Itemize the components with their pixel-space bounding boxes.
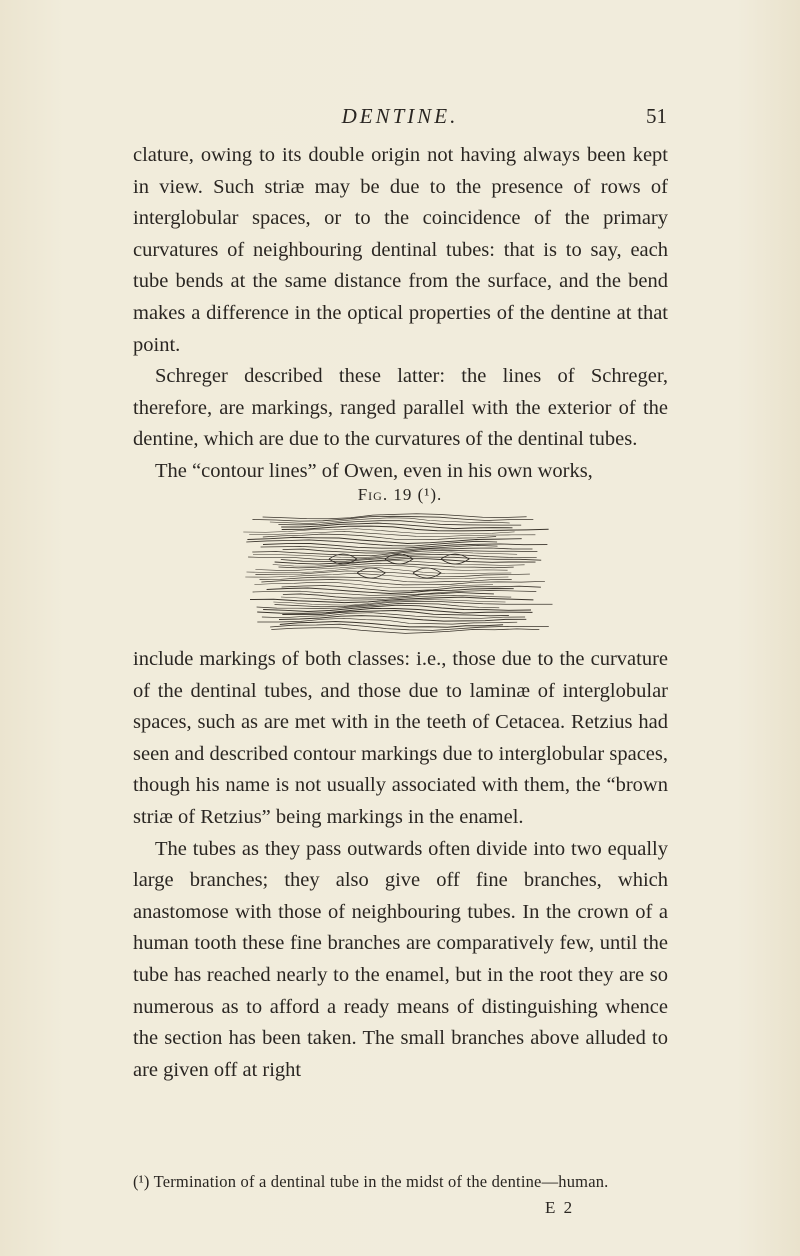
- body-text-top: [133, 140, 668, 488]
- paragraph-1: clature, owing to its double origin not having always been kept in view. Such striæ may be due to the presence of rows of interglobular spaces, or to the coincidence of the primary curvatures of neighbouring dentinal tubes: that is to say, each tube bends at the same distance from the surface, and the bend makes a difference in the optical properties of the dentine at that point.: [133, 144, 668, 356]
- engraving-line: [247, 568, 512, 574]
- engraving-line: [282, 526, 549, 531]
- engraving-line: [279, 616, 526, 622]
- engraving-line: [260, 577, 512, 582]
- paragraph-5: The tubes as they pass outwards often divide into two equally large branches; they also give off fine branches, which anastomose with those of neighbouring tubes. In the crown of a human tooth these fine branches are comparatively few, until the tube has reached nearly to the enamel, but in the root they are so numerous as to afford a ready means of distinguishing whence the section has been taken. The small branches above alluded to are given off at right: [133, 837, 668, 1081]
- figure-engraving: [233, 505, 563, 635]
- engraving-loop: [357, 568, 385, 578]
- body-text-bottom: [133, 644, 668, 1086]
- engraving-line: [280, 622, 503, 628]
- figure-dentinal-tubes: [233, 505, 563, 635]
- running-title: DENTINE.: [341, 104, 459, 128]
- engraving-loop: [441, 554, 469, 564]
- footnote: (¹) Termination of a dentinal tube in the midst of the dentine—human.: [133, 1172, 609, 1191]
- engraving-line: [261, 580, 545, 585]
- paragraph-4: include markings of both classes: i.e., those due to the curvature of the dentinal tubes, and those due to laminæ of interglobular spaces, such as are met with in the teeth of Cetacea. Retzius had seen and described contour markings due to interglobular spaces, though his name is not usually associated with them, the “brown striæ of Retzius” being markings in the enamel.: [133, 648, 668, 828]
- figure-caption: Fig. 19 (¹).: [357, 485, 443, 504]
- paragraph-3: The “contour lines” of Owen, even in his own works,: [155, 459, 593, 482]
- engraving-line: [263, 534, 496, 540]
- page-number: 51: [646, 104, 667, 128]
- signature-mark: E 2: [545, 1198, 575, 1217]
- paragraph-2: Schreger described these latter: the lines of Schreger, therefore, are markings, ranged parallel with the exterior of the dentine, which are due to the curvatures of the dentinal tubes.: [133, 365, 668, 451]
- engraving-line: [271, 628, 539, 634]
- running-head: [0, 104, 800, 134]
- engraving-line: [257, 604, 500, 609]
